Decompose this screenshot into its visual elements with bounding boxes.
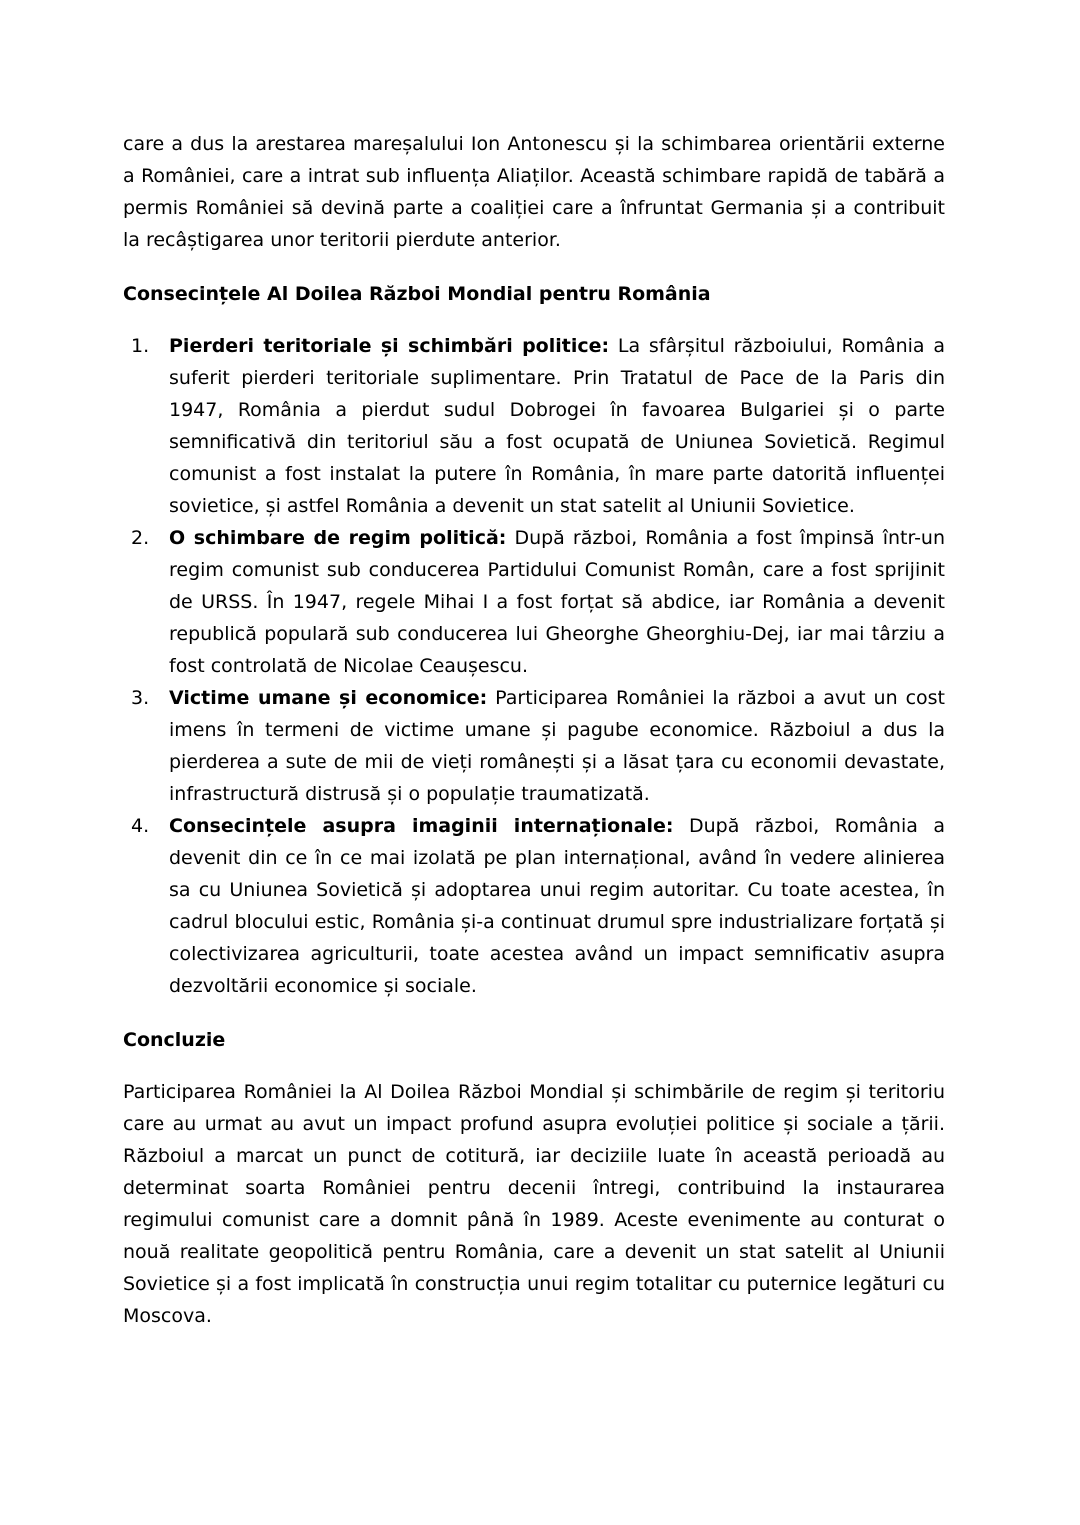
list-item-1 (123, 330, 945, 522)
list-item-number: 4. (131, 815, 150, 837)
list-item-lead: Victime umane și economice: (169, 687, 488, 709)
list-item-3 (123, 682, 945, 810)
list-item-number: 3. (131, 687, 150, 709)
list-item-number: 2. (131, 527, 150, 549)
list-item-body: După război, România a devenit din ce în ce mai izolată pe plan internațional, având în vedere alinierea sa cu Uniunea Sovietică și adoptarea unui regim autoritar. Cu toate acestea, în cadrul blocului estic, România și-a continuat drumul spre industrializare forțată și colectivizarea agriculturii, toate acestea având un impact semnificativ asupra dezvoltării economice și sociale. (169, 815, 945, 997)
list-item-lead: Pierderi teritoriale și schimbări politice: (169, 335, 610, 357)
list-item-lead: Consecințele asupra imaginii internaționale: (169, 815, 674, 837)
list-item-lead: O schimbare de regim politică: (169, 527, 507, 549)
list-item-body: Participarea României la război a avut un cost imens în termeni de victime umane și pagube economice. Războiul a dus la pierderea a sute de mii de vieți românești și a lăsat țara cu economii devastate, infrastructură distrusă și o populație traumatizată. (169, 687, 945, 805)
list-item-2 (123, 522, 945, 682)
list-item-text (169, 522, 945, 682)
list-item-text (169, 810, 945, 1002)
list-item-number: 1. (131, 335, 150, 357)
list-item-body: După război, România a fost împinsă într-un regim comunist sub conducerea Partidului Comunist Român, care a fost sprijinit de URSS. În 1947, regele Mihai I a fost forțat să abdice, iar România a devenit republică populară sub conducerea lui Gheorghe Gheorghiu-Dej, iar mai târziu a fost controlată de Nicolae Ceaușescu. (169, 527, 946, 677)
consequences-heading: Consecințele Al Doilea Război Mondial pentru România (123, 283, 711, 305)
list-item-4 (123, 810, 945, 1002)
list-item-text (169, 330, 945, 522)
consequences-list (123, 330, 945, 1002)
intro-paragraph: care a dus la arestarea mareșalului Ion Antonescu și la schimbarea orientării externe a României, care a intrat sub influența Aliaților. Această schimbare rapidă de tabără a permis României să devină parte a coaliției care a înfruntat Germania și a contribuit la recâștigarea unor teritorii pierdute anterior. (123, 133, 945, 251)
conclusion-paragraph: Participarea României la Al Doilea Război Mondial și schimbările de regim și teritoriu care au urmat au avut un impact profund asupra evoluției politice și sociale a țării. Războiul a marcat un punct de cotitură, iar deciziile luate în această perioadă au determinat soarta României pentru decenii întregi, contribuind la instaurarea regimului comunist care a domnit până în 1989. Aceste evenimente au conturat o nouă realitate geopolitică pentru România, care a devenit un stat satelit al Uniunii Sovietice și a fost implicată în construcția unui regim totalitar cu puternice legături cu Moscova. (123, 1081, 945, 1327)
list-item-body: La sfârșitul războiului, România a suferit pierderi teritoriale suplimentare. Prin Tratatul de Pace de la Paris din 1947, România a pierdut sudul Dobrogei în favoarea Bulgariei și o parte semnificativă din teritoriul său a fost ocupată de Uniunea Sovietică. Regimul comunist a fost instalat la putere în România, în mare parte datorită influenței sovietice, și astfel România a devenit un stat satelit al Uniunii Sovietice. (169, 335, 945, 517)
conclusion-heading: Concluzie (123, 1029, 226, 1051)
list-item-text (169, 682, 945, 810)
